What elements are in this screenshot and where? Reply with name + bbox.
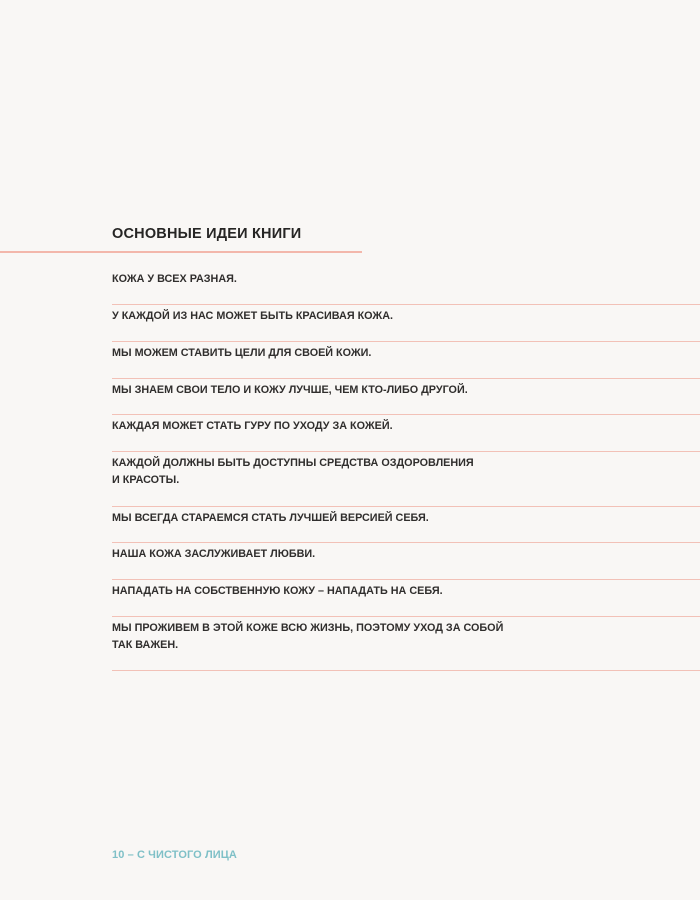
key-idea-item	[112, 580, 700, 617]
key-idea-item	[112, 617, 700, 671]
key-idea-text: МЫ МОЖЕМ СТАВИТЬ ЦЕЛИ ДЛЯ СВОЕЙ КОЖИ.	[112, 347, 372, 359]
key-idea-text: КОЖА У ВСЕХ РАЗНАЯ.	[112, 273, 237, 285]
key-idea-item	[112, 543, 700, 580]
key-idea-text: У КАЖДОЙ ИЗ НАС МОЖЕТ БЫТЬ КРАСИВАЯ КОЖА.	[112, 310, 393, 322]
key-idea-text: КАЖДОЙ ДОЛЖНЫ БЫТЬ ДОСТУПНЫ СРЕДСТВА ОЗДОРОВЛЕНИЯ И КРАСОТЫ.	[112, 457, 474, 486]
section-heading: ОСНОВНЫЕ ИДЕИ КНИГИ	[112, 226, 302, 242]
key-idea-text: НАША КОЖА ЗАСЛУЖИВАЕТ ЛЮБВИ.	[112, 548, 316, 560]
key-idea-item	[112, 268, 700, 305]
key-idea-item	[112, 507, 700, 543]
page-footer: 10 – С ЧИСТОГО ЛИЦА	[112, 849, 237, 861]
key-idea-item	[112, 452, 700, 507]
key-idea-item	[112, 305, 700, 342]
key-idea-text: МЫ ЗНАЕМ СВОИ ТЕЛО И КОЖУ ЛУЧШЕ, ЧЕМ КТО-ЛИБО ДРУГОЙ.	[112, 384, 468, 396]
key-idea-text: МЫ ВСЕГДА СТАРАЕМСЯ СТАТЬ ЛУЧШЕЙ ВЕРСИЕЙ СЕБЯ.	[112, 512, 429, 524]
key-idea-text: КАЖДАЯ МОЖЕТ СТАТЬ ГУРУ ПО УХОДУ ЗА КОЖЕЙ.	[112, 420, 393, 432]
key-idea-text: НАПАДАТЬ НА СОБСТВЕННУЮ КОЖУ – НАПАДАТЬ НА СЕБЯ.	[112, 585, 443, 597]
key-idea-item	[112, 415, 700, 452]
key-idea-text: МЫ ПРОЖИВЕМ В ЭТОЙ КОЖЕ ВСЮ ЖИЗНЬ, ПОЭТОМУ УХОД ЗА СОБОЙ ТАК ВАЖЕН.	[112, 622, 504, 651]
key-idea-item	[112, 379, 700, 415]
key-ideas-list	[112, 268, 700, 671]
heading-divider	[0, 251, 362, 253]
key-idea-item	[112, 342, 700, 379]
